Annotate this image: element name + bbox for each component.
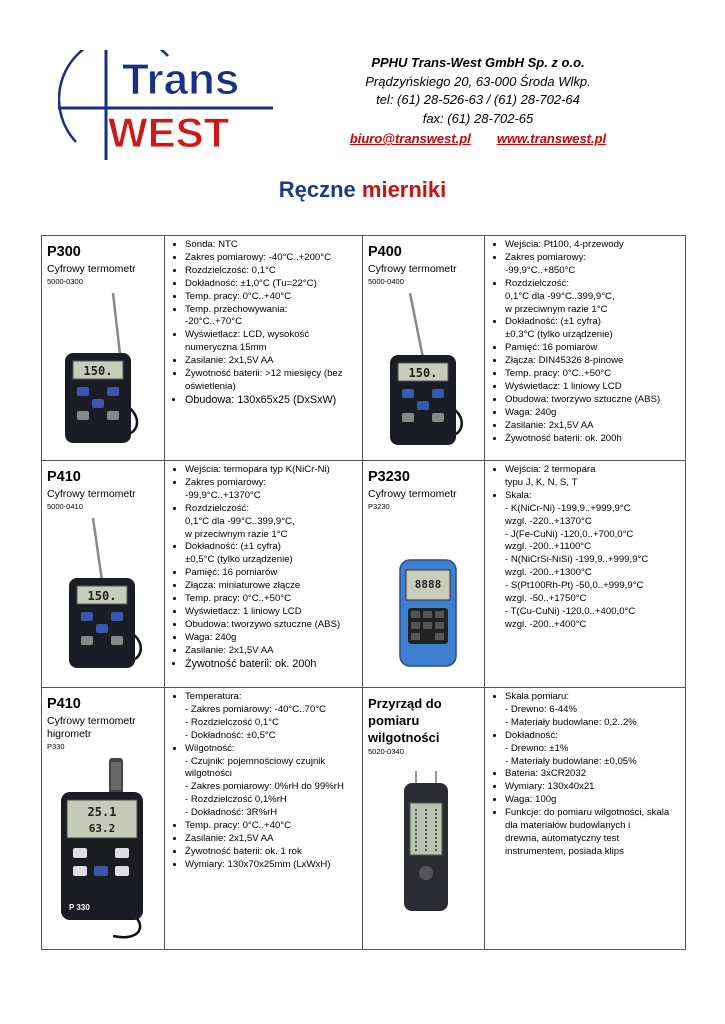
lcd-readout: 8888 bbox=[414, 578, 442, 591]
product-cell-p300 bbox=[42, 236, 165, 461]
spec-list bbox=[489, 464, 681, 632]
product-cell-moisture bbox=[363, 688, 485, 950]
hygrometer-image-p330 bbox=[51, 758, 163, 943]
product-subtitle: Cyfrowy termometr bbox=[47, 488, 136, 500]
table-row bbox=[42, 688, 686, 950]
spec-item: • Rozdzielczość: 0,1°C bbox=[185, 265, 358, 278]
product-cell-p410-hygrometer bbox=[42, 688, 165, 950]
spec-item: • Wymiary: 130x40x21 bbox=[505, 781, 681, 794]
website-link[interactable]: www.transwest.pl bbox=[496, 131, 607, 146]
spec-item: • Waga: 240g bbox=[185, 632, 358, 645]
product-subtitle: Cyfrowy termometr bbox=[47, 715, 136, 727]
table-row bbox=[42, 236, 686, 461]
spec-item: • Obudowa: 130x65x25 (DxSxW) bbox=[185, 394, 358, 408]
spec-item: • Rozdzielczość: 0,1°C dla -99°C..399,9°C, w przeciwnym razie 1°C bbox=[185, 503, 358, 542]
thermometer-image-p300 bbox=[51, 293, 161, 453]
spec-item: • Temp. przechowywania: -20°C..+70°C bbox=[185, 304, 358, 330]
spec-list bbox=[169, 464, 358, 671]
spec-item: • Zakres pomiarowy: -99,9°C..+850°C bbox=[505, 252, 681, 278]
spec-item: • Dokładność: (±1 cyfra) ±0,3°C (tylko urządzenie) bbox=[505, 316, 681, 342]
spec-item: • Skala pomiaru: - Drewno: 6-44% - Materiały budowlane: 0,2..2% bbox=[505, 691, 681, 730]
lcd-readout: 150. bbox=[87, 589, 117, 603]
product-code: 5000-0410 bbox=[47, 502, 83, 511]
product-subtitle-2: higrometr bbox=[47, 728, 92, 740]
model-name: P400 bbox=[368, 244, 402, 260]
products-table bbox=[41, 235, 686, 950]
spec-item: • Złącza: miniaturowe złącze bbox=[185, 580, 358, 593]
company-tel: tel: (61) 28-526-63 / (61) 28-702-64 bbox=[376, 92, 580, 107]
spec-item: • Rozdzielczość: 0,1°C dla -99°C..399,9°C, w przeciwnym razie 1°C bbox=[505, 278, 681, 317]
company-address: Prądzyńskiego 20, 63-000 Środa Wlkp. bbox=[365, 73, 591, 89]
logo-line2: WEST bbox=[108, 109, 230, 156]
spec-item: • Wejścia: 2 termopara typu J, K, N, S, T bbox=[505, 464, 681, 490]
product-title-line2: pomiaru bbox=[368, 713, 420, 728]
product-cell-p400 bbox=[363, 236, 485, 461]
spec-item: • Żywotność baterii: ok. 1 rok bbox=[185, 846, 358, 859]
spec-item: • Temp. pracy: 0°C..+50°C bbox=[185, 593, 358, 606]
spec-item: • Wyświetlacz: 1 liniowy LCD bbox=[185, 606, 358, 619]
spec-item: • Zakres pomiarowy: -40°C..+200°C bbox=[185, 252, 358, 265]
product-subtitle: Cyfrowy termometr bbox=[368, 488, 457, 500]
product-code: P3230 bbox=[368, 502, 390, 511]
model-name: P410 bbox=[47, 696, 81, 712]
model-name: P3230 bbox=[368, 469, 410, 485]
spec-item: • Wilgotność: - Czujnik: pojemnościowy czujnik wilgotności - Zakres pomiarowy: 0%rH do 99%rH - Rozdzielczość 0,1%rH - Dokładność: 3R%rH bbox=[185, 743, 358, 820]
trans-west-logo bbox=[58, 50, 273, 160]
spec-item: • Sonda: NTC bbox=[185, 239, 358, 252]
specs-cell-moisture bbox=[485, 688, 686, 950]
spec-item: • Obudowa: tworzywo sztuczne (ABS) bbox=[185, 619, 358, 632]
spec-item: • Pamięć: 16 pomiarów bbox=[505, 342, 681, 355]
spec-item: • Wyświetlacz: LCD, wysokość numeryczna 15mm bbox=[185, 329, 358, 355]
spec-item: • Wejścia: termopara typ K(NiCr-Ni) bbox=[185, 464, 358, 477]
specs-cell-p400 bbox=[485, 236, 686, 461]
product-code: P330 bbox=[47, 742, 65, 751]
lcd-readout: 150. bbox=[408, 366, 438, 380]
spec-list bbox=[489, 239, 681, 446]
spec-item: • Dokładność: - Drewno: ±1% - Materiały budowlane: ±0,05% bbox=[505, 730, 681, 769]
product-cell-p3230 bbox=[363, 461, 485, 688]
thermometer-image-p3230 bbox=[372, 518, 482, 668]
spec-item: • Waga: 240g bbox=[505, 407, 681, 420]
lcd-readout: 150. bbox=[83, 364, 113, 378]
product-cell-p410 bbox=[42, 461, 165, 688]
spec-item: • Żywotność baterii: ok. 200h bbox=[185, 658, 358, 672]
model-name: P300 bbox=[47, 244, 81, 260]
lcd-readout-temp: 25.1 bbox=[87, 805, 117, 819]
lcd-readout-humidity: 63.2 bbox=[88, 822, 116, 835]
spec-item: • Wyświetlacz: 1 liniowy LCD bbox=[505, 381, 681, 394]
company-info bbox=[318, 54, 638, 149]
table-row bbox=[42, 461, 686, 688]
spec-item: • Złącza: DIN45326 8-pinowe bbox=[505, 355, 681, 368]
spec-item: • Temp. pracy: 0°C..+40°C bbox=[185, 291, 358, 304]
thermometer-image-p400 bbox=[372, 293, 482, 453]
spec-item: • Zasilanie: 2x1,5V AA bbox=[185, 833, 358, 846]
logo-line1: Trans bbox=[122, 55, 240, 104]
spec-item: • Temperatura: - Zakres pomiarowy: -40°C..70°C - Rozdzielczość 0,1°C - Dokładność: ±0,5°C bbox=[185, 691, 358, 743]
moisture-meter-image bbox=[372, 763, 482, 913]
spec-list bbox=[169, 691, 358, 872]
page-title bbox=[0, 177, 725, 203]
product-code: 5020-0340 bbox=[368, 747, 404, 756]
spec-item: • Wejścia: Pt100, 4-przewody bbox=[505, 239, 681, 252]
model-name: P410 bbox=[47, 469, 81, 485]
product-code: 5000-0400 bbox=[368, 277, 404, 286]
company-name: PPHU Trans-West GmbH Sp. z o.o. bbox=[371, 55, 585, 70]
title-part1: Ręczne bbox=[278, 177, 356, 202]
email-link[interactable]: biuro@transwest.pl bbox=[349, 131, 471, 146]
specs-cell-p300 bbox=[165, 236, 363, 461]
spec-item: • Temp. pracy: 0°C..+40°C bbox=[185, 820, 358, 833]
specs-cell-p3230 bbox=[485, 461, 686, 688]
spec-item: • Zasilanie: 2x1,5V AA bbox=[185, 355, 358, 368]
device-label: P 330 bbox=[69, 903, 90, 912]
product-code: 5000-0300 bbox=[47, 277, 83, 286]
spec-item: • Zakres pomiarowy: -99,9°C..+1370°C bbox=[185, 477, 358, 503]
product-subtitle: Cyfrowy termometr bbox=[368, 263, 457, 275]
spec-list bbox=[169, 239, 358, 407]
product-title-line3: wilgotności bbox=[368, 730, 440, 745]
spec-list bbox=[489, 691, 681, 859]
spec-item: • Dokładność: (±1 cyfra) ±0,5°C (tylko urządzenie) bbox=[185, 541, 358, 567]
product-subtitle: Cyfrowy termometr bbox=[47, 263, 136, 275]
thermometer-image-p410 bbox=[51, 518, 161, 678]
spec-item: • Zasilanie: 2x1,5V AA bbox=[505, 420, 681, 433]
spec-item: • Waga: 100g bbox=[505, 794, 681, 807]
spec-item: • Żywotność baterii: ok. 200h bbox=[505, 433, 681, 446]
specs-cell-p410 bbox=[165, 461, 363, 688]
specs-cell-p410-hygrometer bbox=[165, 688, 363, 950]
spec-item: • Bateria: 3xCR2032 bbox=[505, 768, 681, 781]
title-part2: mierniki bbox=[361, 177, 447, 202]
spec-item: • Funkcje: do pomiaru wilgotności, skala dla materiałów budowlanych i drewna, automatyczny test instrumentem, posiada klips bbox=[505, 807, 681, 859]
spec-item: • Zasilanie: 2x1,5V AA bbox=[185, 645, 358, 658]
spec-item: • Pamięć: 16 pomiarów bbox=[185, 567, 358, 580]
spec-item: • Temp. pracy: 0°C..+50°C bbox=[505, 368, 681, 381]
spec-item: • Wymiary: 130x70x25mm (LxWxH) bbox=[185, 859, 358, 872]
spec-item: • Żywotność baterii: >12 miesięcy (bez oświetlenia) bbox=[185, 368, 358, 394]
spec-item: • Obudowa: tworzywo sztuczne (ABS) bbox=[505, 394, 681, 407]
spec-item: • Skala: - K(NiCr-Ni) -199,9..+999,9°C wzgl. -220..+1370°C - J(Fe-CuNi) -120,0..+700,0°C wzgl. -200..+1100°C - N(NiCrSi-NiSi) -199,9..+999,9°C wzgl. -200..+1300°C - S(Pt100Rh-Pt) -50,0..+999,9°C wzgl. -50..+1750°C - T(Cu-CuNi) -120,0..+400,0°C wzgl. -200..+400°C bbox=[505, 490, 681, 632]
product-title-line1: Przyrząd do bbox=[368, 696, 442, 711]
company-fax: fax: (61) 28-702-65 bbox=[422, 110, 534, 126]
spec-item: • Dokładność: ±1,0°C (Tu=22°C) bbox=[185, 278, 358, 291]
